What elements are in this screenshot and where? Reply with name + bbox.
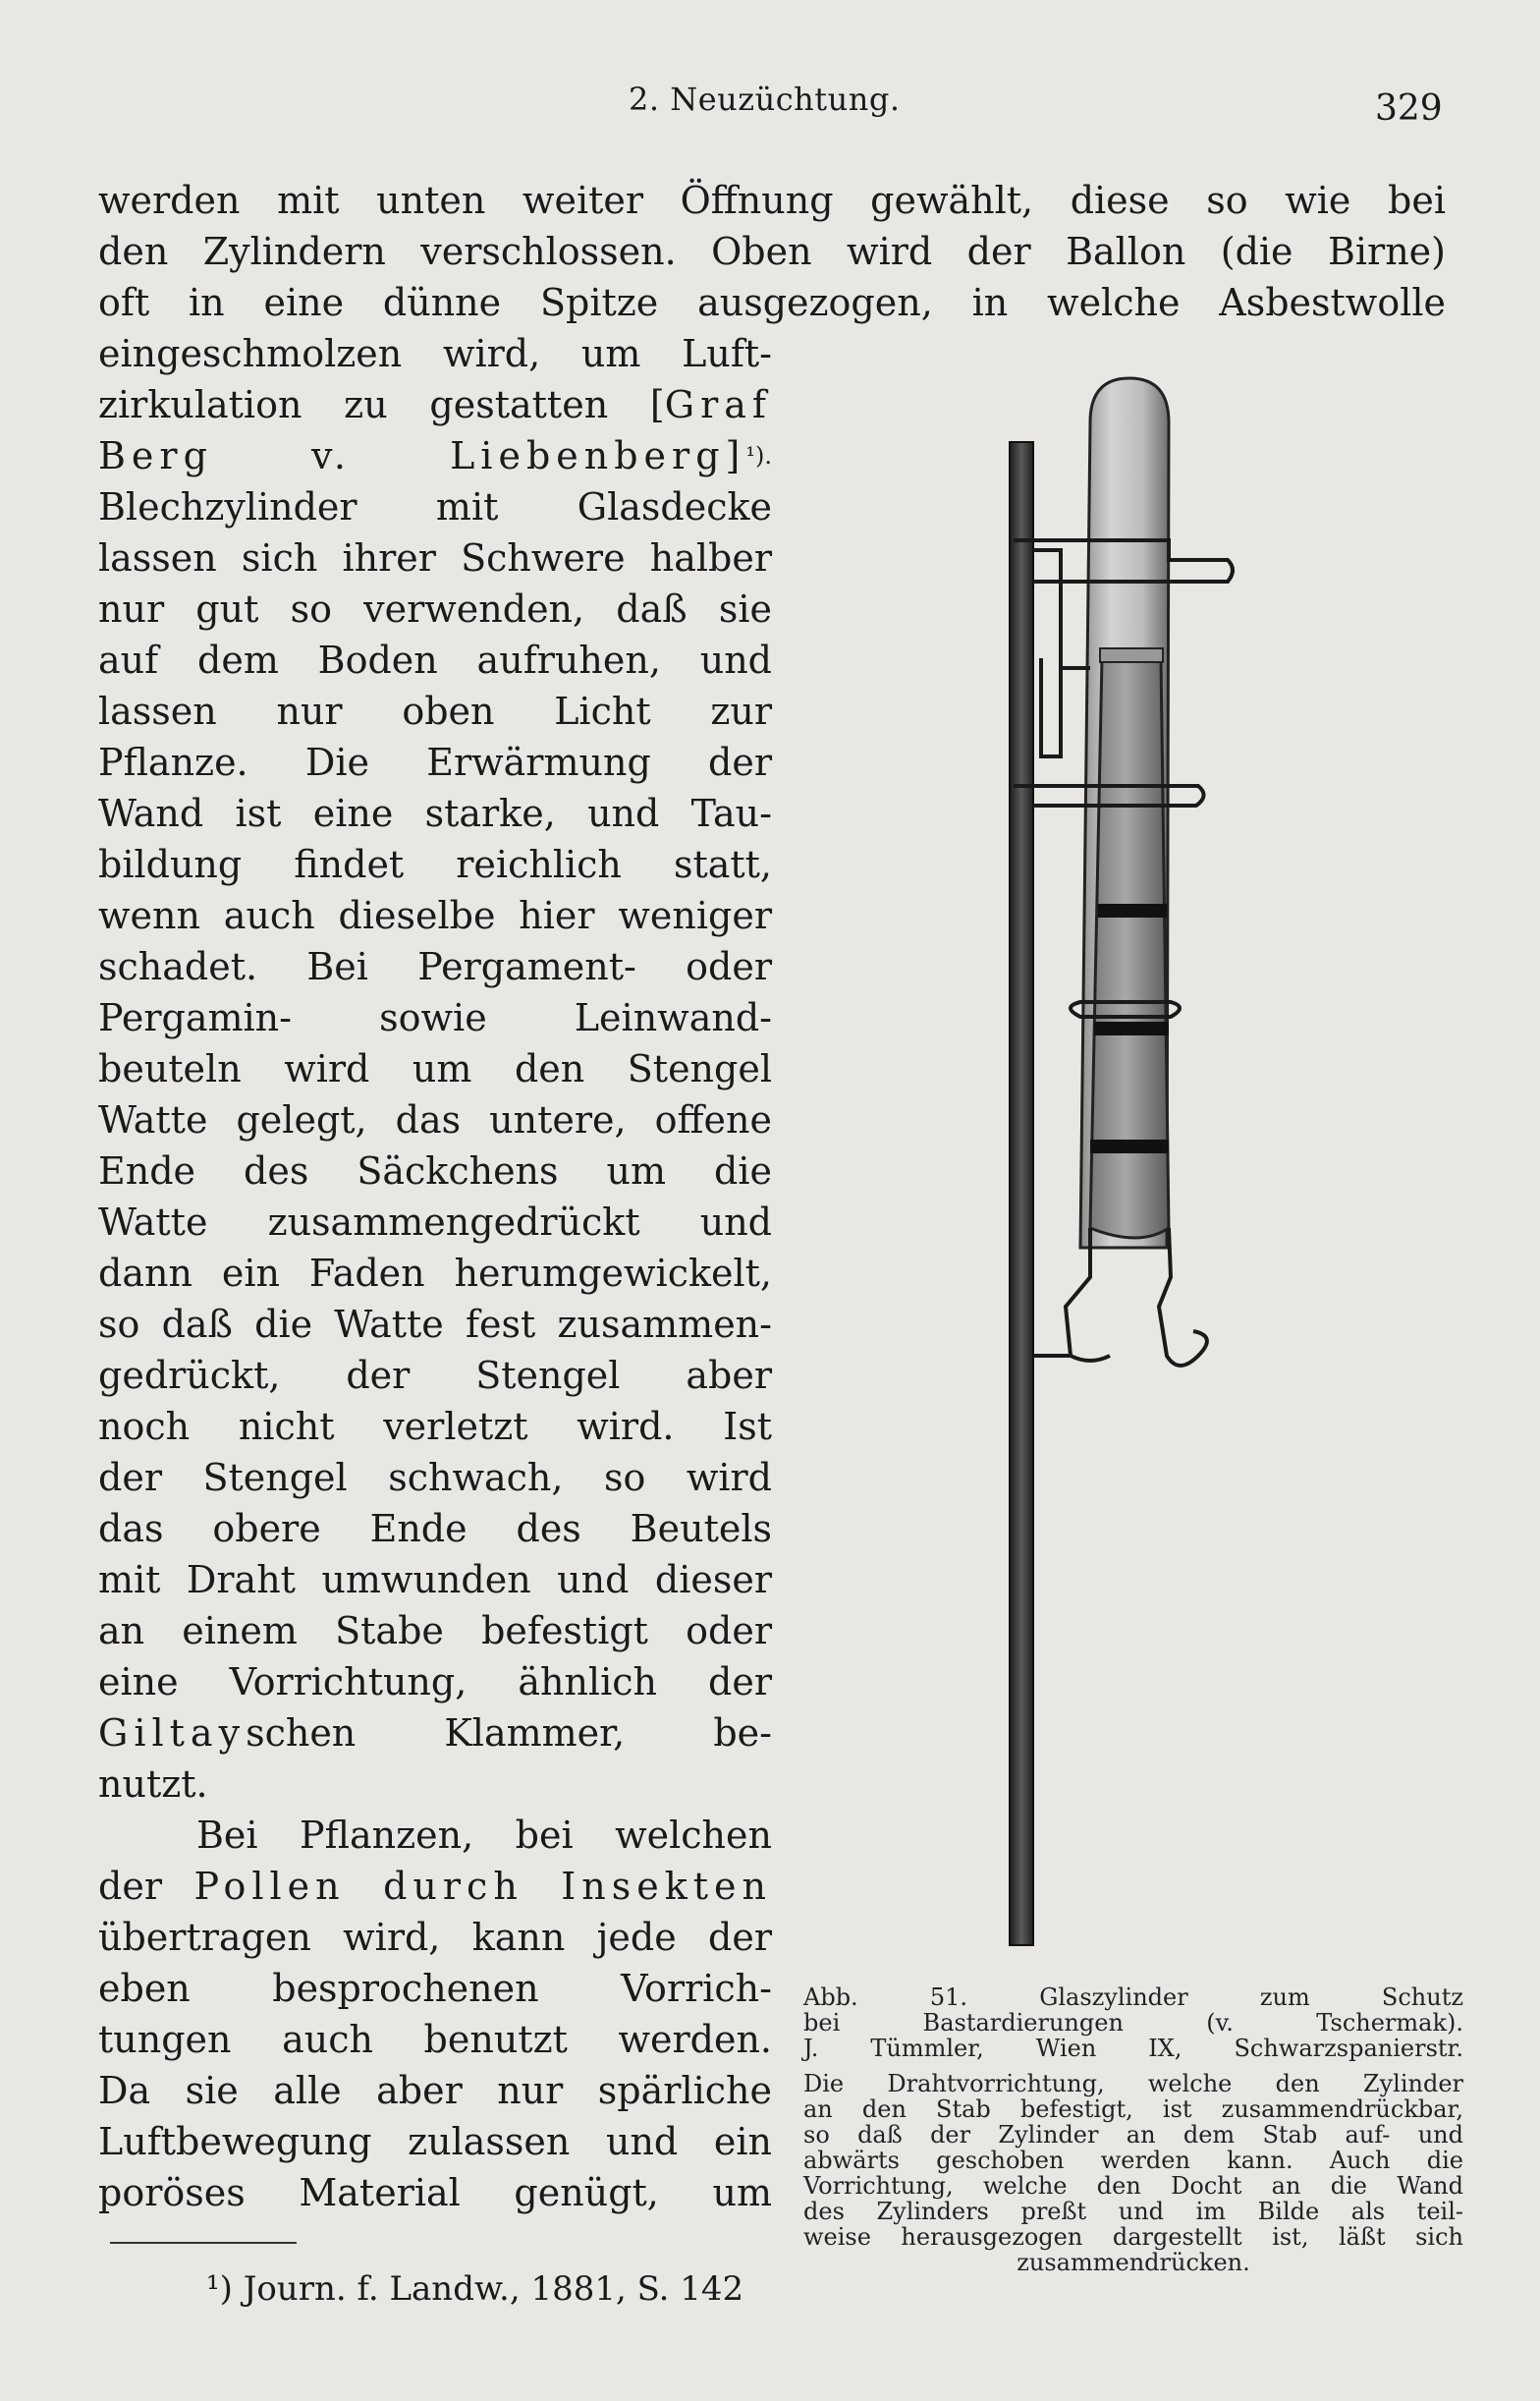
paragraph-top	[98, 175, 1446, 328]
text-line: noch nicht verletzt wird. Ist	[98, 1405, 772, 1448]
text-line: Watte gelegt, das untere, offene	[98, 1098, 772, 1142]
footnote-marker: ¹).	[745, 442, 772, 470]
text-line: nutzt.	[98, 1762, 208, 1806]
text-line: gedrückt, der Stengel aber	[98, 1354, 772, 1397]
text-line: schadet. Bei Pergament- oder	[98, 945, 772, 988]
text-line: Wand ist eine starke, und Tau-	[98, 792, 772, 835]
text-line: das obere Ende des Beutels	[98, 1507, 772, 1550]
caption-line: Vorrichtung, welche den Docht an die Wand	[803, 2172, 1463, 2200]
text-line: bildung findet reichlich statt,	[98, 843, 772, 886]
caption-line: J. Tümmler, Wien IX, Schwarzspanierstr.	[803, 2035, 1463, 2062]
running-head: 2. Neuzüchtung.	[629, 81, 901, 118]
caption-line: an den Stab befestigt, ist zusammendrückbar,	[803, 2095, 1463, 2123]
text-line: lassen sich ihrer Schwere halber	[98, 536, 772, 580]
author-name: Giltay	[98, 1711, 247, 1755]
text-line: auf dem Boden aufruhen, und	[98, 639, 772, 682]
support-rod	[1010, 442, 1033, 1945]
caption-line: abwärts geschoben werden kann. Auch die	[803, 2147, 1463, 2174]
text-line: Luftbewegung zulassen und ein	[98, 2120, 772, 2163]
text-line: zirkulation zu gestatten [Graf	[98, 383, 772, 426]
caption-line: Die Drahtvorrichtung, welche den Zylinder	[803, 2070, 1463, 2097]
text-line: Ende des Säckchens um die	[98, 1149, 772, 1193]
text-line: eben besprochenen Vorrich-	[98, 1967, 772, 2010]
page-number: 329	[1375, 88, 1443, 129]
text-line: tungen auch benutzt werden.	[98, 2018, 772, 2061]
text-line: lassen nur oben Licht zur	[98, 690, 772, 733]
figure-glass-cylinder-illustration	[943, 363, 1316, 1955]
text-line: Da sie alle aber nur spärliche	[98, 2069, 772, 2112]
text-line: den Zylindern verschlossen. Oben wird der Ballon (die Birne)	[98, 230, 1446, 273]
footnote-divider	[110, 2242, 297, 2244]
text-line: dann ein Faden herumgewickelt,	[98, 1252, 772, 1295]
text-line: Pflanze. Die Erwärmung der	[98, 741, 772, 784]
text-line: nur gut so verwenden, daß sie	[98, 587, 772, 631]
column-left-text	[98, 328, 772, 2218]
text-line: an einem Stabe befestigt oder	[98, 1609, 772, 1652]
text-line	[98, 430, 772, 481]
footnote: ¹) Journ. f. Landw., 1881, S. 142	[206, 2269, 744, 2309]
caption-line: Abb. 51. Glaszylinder zum Schutz	[803, 1983, 1463, 2011]
caption-line: bei Bastardierungen (v. Tschermak).	[803, 2009, 1463, 2037]
text-line: der Pollen durch Insekten	[98, 1865, 772, 1908]
text-line: mit Draht umwunden und dieser	[98, 1558, 772, 1601]
author-name: Berg v. Liebenberg]	[98, 434, 746, 477]
text-line: Watte zusammengedrückt und	[98, 1200, 772, 1244]
text-line: wenn auch dieselbe hier weniger	[98, 894, 772, 937]
text-line: Bei Pflanzen, bei welchen	[196, 1814, 772, 1857]
text-line: übertragen wird, kann jede der	[98, 1916, 772, 1959]
caption-line: des Zylinders preßt und im Bilde als teil-	[803, 2198, 1463, 2225]
caption-line: weise herausgezogen dargestellt ist, läßt sich	[803, 2223, 1463, 2251]
text-line: poröses Material genügt, um	[98, 2171, 772, 2214]
text-line: so daß die Watte fest zusammen-	[98, 1303, 772, 1346]
caption-line: so daß der Zylinder an dem Stab auf- und	[803, 2121, 1463, 2149]
text-line: beuteln wird um den Stengel	[98, 1047, 772, 1090]
author-name: Graf	[664, 383, 772, 426]
caption-line: zusammendrücken.	[1017, 2249, 1250, 2276]
text-line: eingeschmolzen wird, um Luft-	[98, 332, 772, 375]
text-line: werden mit unten weiter Öffnung gewählt, diese so wie bei	[98, 179, 1446, 222]
glass-cylinder-drawing	[943, 363, 1316, 1955]
text-line: eine Vorrichtung, ähnlich der	[98, 1660, 772, 1703]
text-line: Giltayschen Klammer, be-	[98, 1711, 772, 1755]
text-line: Blechzylinder mit Glasdecke	[98, 485, 772, 529]
figure-caption	[803, 1984, 1463, 2275]
emphasized-text: Pollen durch Insekten	[193, 1865, 772, 1908]
text-line: oft in eine dünne Spitze ausgezogen, in welche Asbestwolle	[98, 281, 1446, 324]
text-line: Pergamin- sowie Leinwand-	[98, 996, 772, 1039]
text-line: der Stengel schwach, so wird	[98, 1456, 772, 1499]
